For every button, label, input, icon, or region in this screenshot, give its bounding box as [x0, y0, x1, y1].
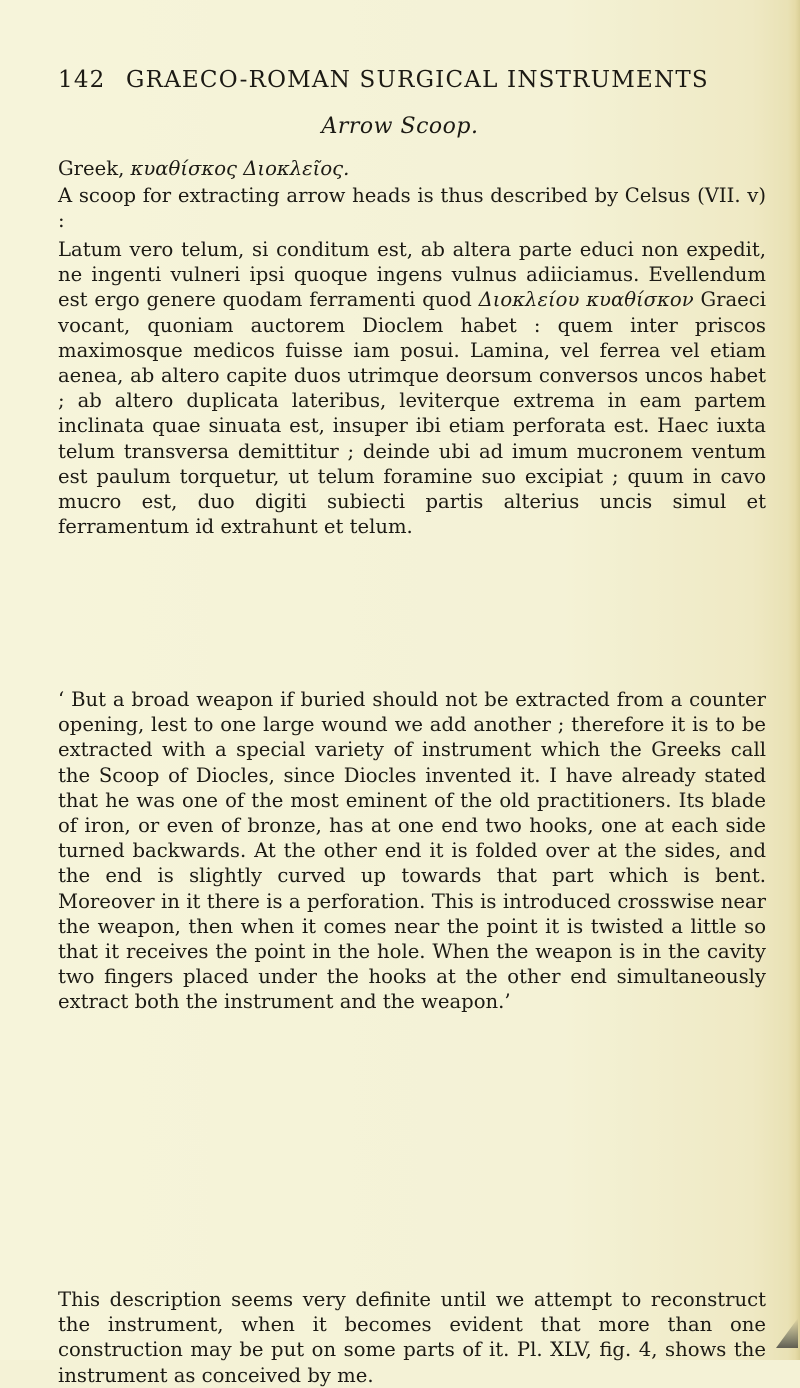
section-title: Arrow Scoop.: [321, 114, 479, 139]
page-number: 142: [58, 67, 106, 93]
page-edge-shading: [788, 0, 800, 1360]
latin-greek-term: Διοκλείου κυαθίσκον: [478, 288, 694, 312]
latin-quote: [58, 237, 766, 539]
running-title: GRAECO-ROMAN SURGICAL INSTRUMENTS: [126, 67, 709, 93]
running-header: [58, 67, 758, 93]
intro-paragraph: [58, 183, 766, 233]
conclusion-text: This description seems very definite until we attempt to reconstruct the instrument, when it becomes evident that more than one construction may be put on some parts of it. Pl. XLV, fig. 4, shows the instrument as conceived by me.: [58, 1288, 766, 1387]
conclusion-paragraph: [58, 1287, 766, 1388]
latin-part-1: Latum vero telum, si conditum est, ab altera parte educi non expedit, ne ingenti vulneri ipsi quoque ingens vulnus adiiciamus. Evellendum est ergo genere quodam ferramenti quod: [58, 238, 766, 312]
page-corner-fold: [776, 1318, 798, 1348]
greek-term: κυαθίσκος Διοκλεῖος.: [130, 157, 350, 180]
translation-paragraph: [58, 687, 766, 1015]
greek-name-line: [58, 156, 766, 181]
greek-label: Greek,: [58, 157, 125, 180]
translation-text: ‘ But a broad weapon if buried should not be extracted from a counter opening, lest to one large wound we add another ; therefore it is to be extracted with a special variety of instrument which the Greeks call the Scoop of Diocles, since Diocles invented it. I have already stated that he was one of the most eminent of the old practitioners. Its blade of iron, or even of bronze, has at one end two hooks, one at each side turned backwards. At the other end it is folded over at the sides, and the end is slightly curved up towards that part which is bent. Moreover in it there is a perforation. This is introduced crosswise near the weapon, then when it comes near the point it is twisted a little so that it receives the point in the hole. When the weapon is in the cavity two fingers placed under the hooks at the other end simultaneously extract both the instrument and the weapon.’: [58, 688, 766, 1014]
latin-part-2: Graeci vocant, quoniam auctorem Dioclem habet : quem inter priscos maximosque medicos fuisse iam posui. Lamina, vel ferrea vel etiam aenea, ab altero capite duos utrimque deorsum conversos uncos habet ; ab altero duplicata lateribus, leviterque extrema in eam partem inclinata quae sinuata est, insuper ibi etiam perforata est. Haec iuxta telum transversa demittitur ; deinde ubi ad imum mucronem ventum est paulum torquetur, ut telum foramine suo excipiat ; quum in cavo mucro est, duo digiti subiecti partis alterius uncis simul et ferramentum id extrahunt et telum.: [58, 288, 766, 539]
intro-text: A scoop for extracting arrow heads is thus described by Celsus (VII. v) :: [58, 184, 766, 233]
